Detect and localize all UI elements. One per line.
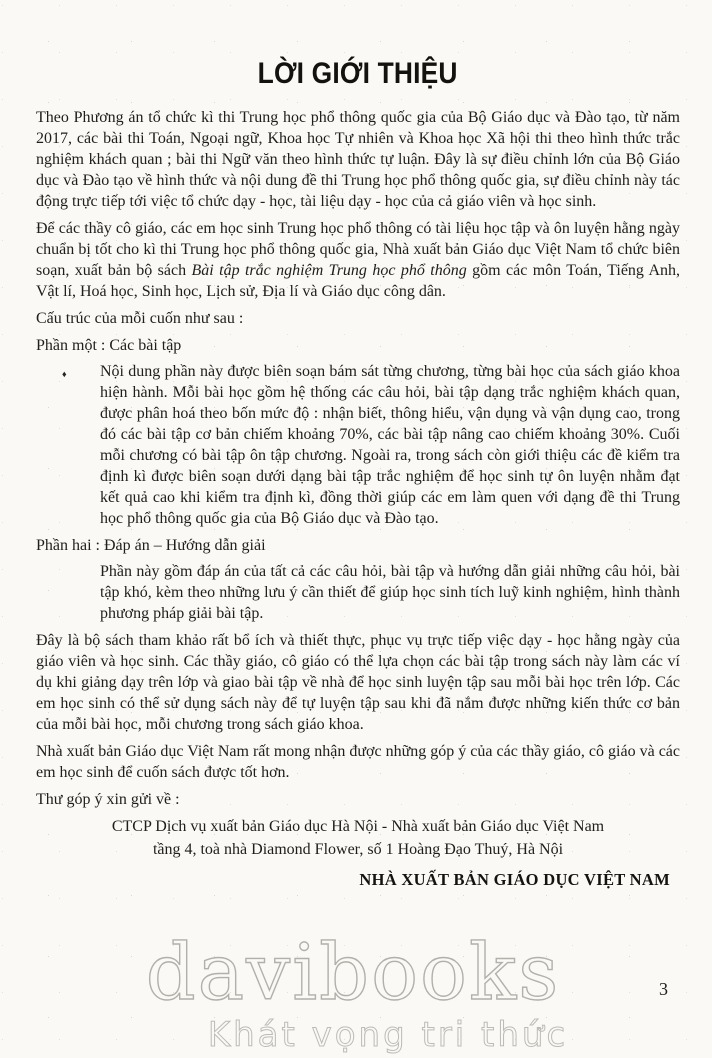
bullet-icon: ♦ [62, 369, 67, 379]
structure-intro-line: Cấu trúc của mỗi cuốn như sau : [36, 310, 244, 327]
part1-heading: Phần một : Các bài tập [36, 337, 182, 354]
paragraph-feedback-request: Nhà xuất bản Giáo dục Việt Nam rất mong nhận được những góp ý của các thầy giáo, cô giáo và các em học sinh để cuốn sách được tốt hơn. [36, 743, 680, 781]
page-title-text: LỜI GIỚI THIỆU [257, 57, 459, 90]
part1-body [62, 361, 680, 529]
publisher-signature: NHÀ XUẤT BẢN GIÁO DỤC VIỆT NAM [359, 870, 670, 889]
watermark-brand: davibooks [145, 928, 561, 1018]
page-title [36, 54, 680, 91]
paragraph-feedback-address-intro: Thư góp ý xin gửi về : [36, 791, 180, 808]
address-line-2: tầng 4, toà nhà Diamond Flower, số 1 Hoàng Đạo Thuý, Hà Nội [152, 841, 564, 858]
paragraph-book-series-before: Để các thầy cô giáo, các em học sinh Trung học phổ thông có tài liệu học tập và ôn luyện hằng ngày chuẩn bị tốt cho kì thi Trung học phổ thông quốc gia, Nhà xuất bản Giáo dục Việt Nam tổ chức biên soạn, xuất bản bộ sách [36, 220, 680, 279]
paragraph-reference-value: Đây là bộ sách tham khảo rất bổ ích và thiết thực, phục vụ trực tiếp việc dạy - học hằng ngày của giáo viên và học sinh. Các thầy giáo, cô giáo có thể lựa chọn các bài tập trong sách này làm các ví dụ khi giảng dạy trên lớp và giao bài tập về nhà để học sinh luyện tập sau mỗi bài học trên lớp. Các em học sinh có thể sử dụng sách này để tự luyện tập sau khi đã nắm được những kiến thức cơ bản của mỗi bài học, mỗi chương trong sách giáo khoa. [36, 632, 680, 733]
page-number: 3 [659, 979, 668, 999]
paragraph-book-series-after: gồm các môn Toán, Tiếng Anh, Vật lí, Hoá học, Sinh học, Lịch sử, Địa lí và Giáo dục công dân. [36, 262, 681, 300]
part2-body: Phần này gồm đáp án của tất cả các câu hỏi, bài tập và hướng dẫn giải những câu hỏi, bài tập khó, kèm theo những lưu ý cần thiết để giúp học sinh tích luỹ kinh nghiệm, hình thành phương pháp giải bài tập. [100, 563, 680, 622]
book-series-title: Bài tập trắc nghiệm Trung học phổ thông [191, 262, 467, 279]
watermark-slogan: Khát vọng tri thức [207, 1015, 569, 1055]
watermark [0, 928, 712, 1055]
part1-body-text: Nội dung phần này được biên soạn bám sát từng chương, từng bài học của sách giáo khoa hiện hành. Mỗi bài học gồm hệ thống các câu hỏi, bài tập dạng trắc nghiệm khách quan, được phân hoá theo bốn mức độ : nhận biết, thông hiểu, vận dụng và vận dụng cao, trong đó các bài tập cơ bản chiếm khoảng 70%, các bài tập nâng cao chiếm khoảng 30%. Cuối mỗi chương có bài tập ôn tập chương. Ngoài ra, trong sách còn giới thiệu các đề kiểm tra định kì được biên soạn dưới dạng bài tập trắc nghiệm để học sinh tự ôn luyện nhằm đạt kết quả cao khi kiểm tra định kì, đồng thời giúp các em làm quen với dạng đề thi Trung học phổ thông quốc gia của Bộ Giáo dục và Đào tạo. [100, 363, 680, 527]
page-content [36, 54, 680, 890]
paragraph-book-series [36, 218, 680, 302]
part2-heading: Phần hai : Đáp án – Hướng dẫn giải [36, 537, 266, 554]
address-line-1: CTCP Dịch vụ xuất bản Giáo dục Hà Nội - Nhà xuất bản Giáo dục Việt Nam [111, 818, 605, 835]
paragraph-intro-exam-plan: Theo Phương án tổ chức kì thi Trung học phổ thông quốc gia của Bộ Giáo dục và Đào tạo, từ năm 2017, các bài thi Toán, Ngoại ngữ, Khoa học Tự nhiên và Khoa học Xã hội thi theo hình thức trắc nghiệm khách quan ; bài thi Ngữ văn theo hình thức tự luận. Đây là sự điều chỉnh lớn của Bộ Giáo dục và Đào tạo về hình thức và nội dung đề thi Trung học phổ thông quốc gia, sự điều chỉnh này tác động trực tiếp tới việc tổ chức dạy - học, tài liệu dạy - học của cả giáo viên và học sinh. [36, 109, 680, 210]
address-block [36, 816, 680, 860]
